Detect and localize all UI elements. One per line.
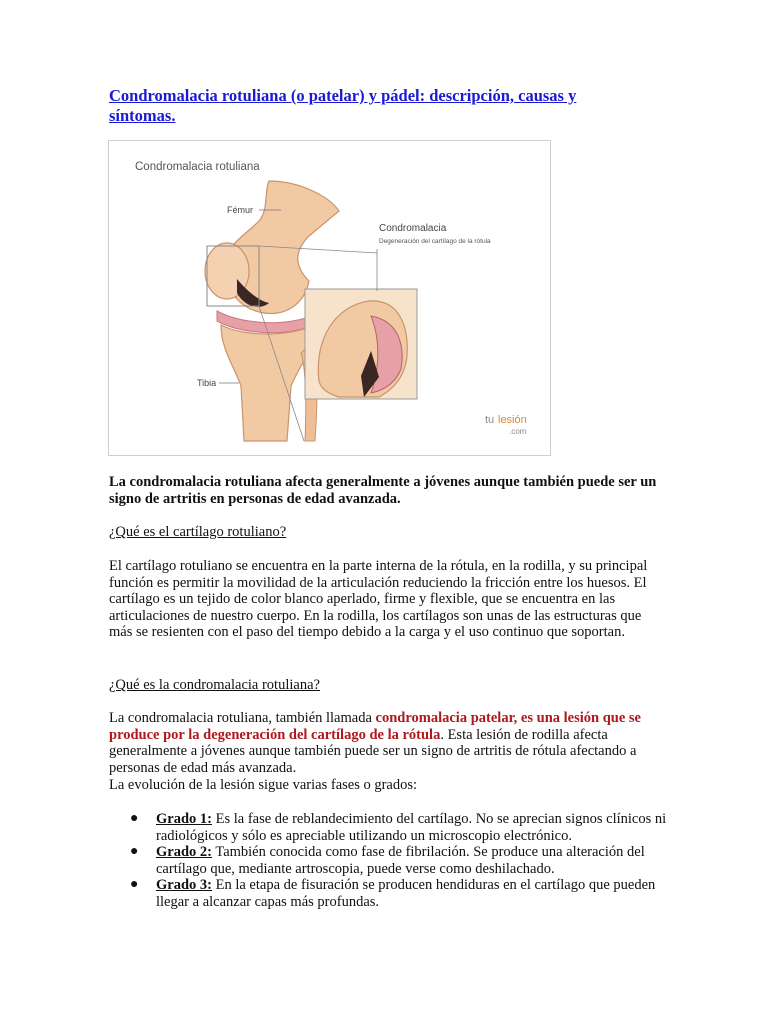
tibia-label: Tibia <box>197 378 217 388</box>
cartilage-paragraph: El cartílago rotuliano se encuentra en la parte interna de la rótula, en la rodilla, y su principal función es permitir la movilidad de la articulación reduciendo la fricción entre los huesos. El cartílago es un tejido de color blanco aperlado, firme y flexible, que se encuentra en las articulaciones de nuestro cuerpo. En la rodilla, los cartílagos son unas de las estructuras que más se resienten con el paso del tiempo debido a la carga y el uso continuo que soportan. <box>109 558 648 641</box>
list-item <box>109 877 669 910</box>
list-item <box>109 844 669 877</box>
condition-sublabel: Degeneración del cartílago de la rótula <box>379 238 491 245</box>
highlighted-definition: condromalacia patelar, es una lesión que se produce por la degeneración del cartílago de la rótula <box>109 710 641 743</box>
condromalacia-paragraph <box>109 710 659 776</box>
section-heading-cartilage: ¿Qué es el cartílago rotuliano? <box>109 524 287 540</box>
paragraph-text-start: La condromalacia rotuliana, también llamada <box>109 710 376 726</box>
grade-label: Grado 2: <box>156 844 212 861</box>
grade-text: Es la fase de reblandecimiento del cartílago. No se aprecian signos clínicos ni radiológicos y sólo es apreciable utilizando un microscopio electrónico. <box>156 811 667 844</box>
grades-list <box>109 811 669 911</box>
section-heading-condromalacia: ¿Qué es la condromalacia rotuliana? <box>109 677 320 693</box>
svg-text:tu: tu <box>485 414 495 426</box>
evolution-line: La evolución de la lesión sigue varias fases o grados: <box>109 777 418 793</box>
svg-text:.com: .com <box>509 427 527 436</box>
femur-label: Fémur <box>227 205 254 215</box>
intro-paragraph: La condromalacia rotuliana afecta generalmente a jóvenes aunque también puede ser un signo de artritis en personas de edad avanzada. <box>109 474 657 507</box>
bullet-icon: ● <box>130 844 139 860</box>
paragraph-text-end: . Esta lesión de rodilla afecta generalmente a jóvenes aunque también puede ser un signo de artritis de rótula afectando a personas de edad más avanzada. <box>109 726 637 776</box>
bullet-icon: ● <box>130 877 139 893</box>
knee-illustration <box>108 140 551 456</box>
tulesion-logo <box>485 414 527 436</box>
figure-heading: Condromalacia rotuliana <box>135 161 260 173</box>
grade-text: En la etapa de fisuración se producen hendiduras en el cartílago que pueden llegar a alcanzar capas más profundas. <box>156 877 656 910</box>
grade-label: Grado 1: <box>156 811 212 827</box>
article-title-link[interactable]: Condromalacia rotuliana (o patelar) y pádel: descripción, causas y síntomas. <box>109 86 577 125</box>
knee-diagram <box>109 141 550 455</box>
grade-text: También conocida como fase de fibrilación. Se produce una alteración del cartílago que, mediante artroscopia, puede verse como deshilachado. <box>156 844 645 877</box>
svg-text:lesión: lesión <box>498 414 527 426</box>
bullet-icon: ● <box>130 811 139 826</box>
list-item <box>109 811 669 844</box>
grade-label: Grado 3: <box>156 877 212 894</box>
condition-label: Condromalacia <box>379 223 447 234</box>
